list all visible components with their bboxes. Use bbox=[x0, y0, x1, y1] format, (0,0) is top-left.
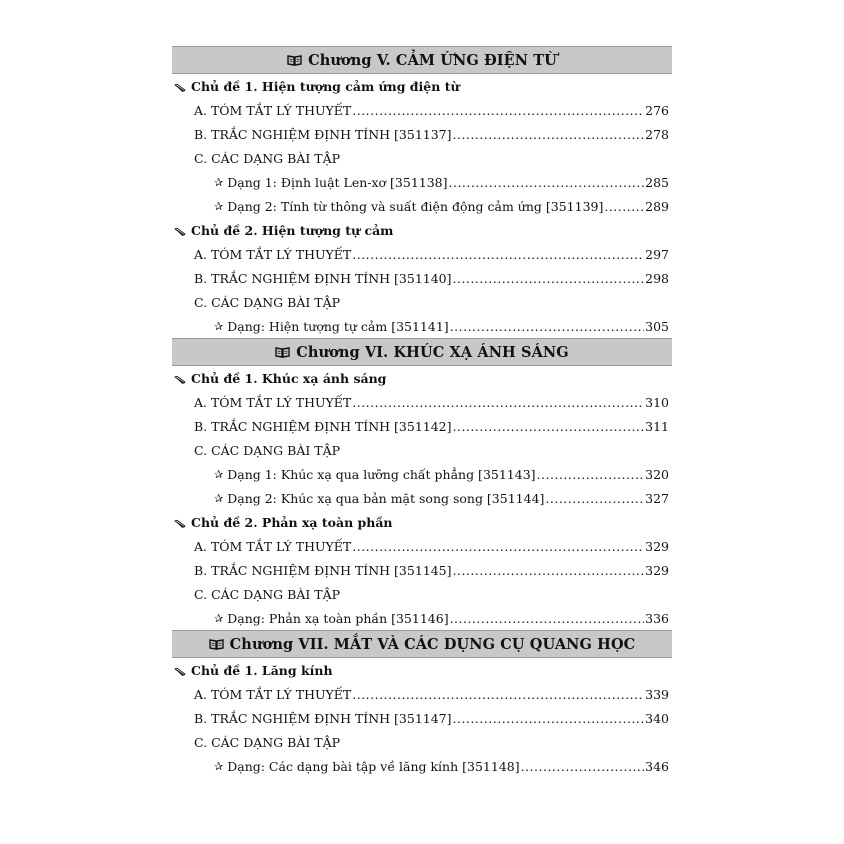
page-number: 297 bbox=[645, 246, 669, 262]
toc-entry bbox=[172, 146, 672, 170]
page-number: 327 bbox=[645, 490, 669, 506]
star-icon: ✰ bbox=[214, 319, 224, 333]
toc-entry-label: C. CÁC DẠNG BÀI TẬP bbox=[194, 586, 341, 602]
toc-entry-label: Dạng: Hiện tượng tự cảm [351141] bbox=[227, 318, 449, 334]
chapter-heading bbox=[172, 338, 672, 366]
page-number: 289 bbox=[645, 198, 669, 214]
toc-entry-label: Dạng 1: Định luật Len-xơ [351138] bbox=[227, 174, 448, 190]
toc-entry bbox=[172, 390, 672, 414]
dot-leader bbox=[604, 201, 644, 214]
pen-icon bbox=[174, 225, 186, 235]
topic-title: Chủ đề 1. Hiện tượng cảm ứng điện từ bbox=[191, 78, 460, 94]
page-number: 298 bbox=[645, 270, 669, 286]
chapter-title: Chương VII. MẮT VÀ CÁC DỤNG CỤ QUANG HỌC bbox=[229, 635, 636, 653]
toc-entry-label: C. CÁC DẠNG BÀI TẬP bbox=[194, 442, 341, 458]
topic-title: Chủ đề 1. Lăng kính bbox=[191, 662, 333, 678]
topic-title: Chủ đề 2. Hiện tượng tự cảm bbox=[191, 222, 394, 238]
dot-leader bbox=[352, 249, 644, 262]
pen-icon bbox=[174, 517, 186, 527]
pen-icon bbox=[174, 373, 186, 383]
topic-heading bbox=[172, 366, 672, 390]
toc-entry-label: A. TÓM TẮT LÝ THUYẾT bbox=[194, 686, 352, 702]
star-icon: ✰ bbox=[214, 175, 224, 189]
page-number: 340 bbox=[645, 710, 669, 726]
chapter-heading bbox=[172, 630, 672, 658]
toc-entry bbox=[172, 122, 672, 146]
toc-entry-label: B. TRẮC NGHIỆM ĐỊNH TÍNH [351142] bbox=[194, 418, 452, 434]
toc-entry bbox=[172, 534, 672, 558]
dot-leader bbox=[521, 761, 645, 774]
toc-entry bbox=[172, 98, 672, 122]
dot-leader bbox=[453, 273, 645, 286]
star-icon: ✰ bbox=[214, 611, 224, 625]
chapter-title: Chương V. CẢM ỨNG ĐIỆN TỪ bbox=[308, 51, 557, 69]
page-number: 336 bbox=[645, 610, 669, 626]
toc-entry bbox=[172, 582, 672, 606]
toc-entry bbox=[172, 314, 672, 338]
page-number: 320 bbox=[645, 466, 669, 482]
dot-leader bbox=[453, 421, 645, 434]
dot-leader bbox=[450, 613, 645, 626]
toc-entry-label: C. CÁC DẠNG BÀI TẬP bbox=[194, 734, 341, 750]
topic-heading bbox=[172, 658, 672, 682]
dot-leader bbox=[453, 129, 645, 142]
toc-entry bbox=[172, 414, 672, 438]
page-number: 339 bbox=[645, 686, 669, 702]
toc-entry-label: A. TÓM TẮT LÝ THUYẾT bbox=[194, 538, 352, 554]
chapter-title: Chương VI. KHÚC XẠ ÁNH SÁNG bbox=[296, 343, 569, 361]
page-number: 346 bbox=[645, 758, 669, 774]
topic-title: Chủ đề 1. Khúc xạ ánh sáng bbox=[191, 370, 387, 386]
toc-entry-label: Dạng 2: Khúc xạ qua bản mặt song song [351144] bbox=[227, 490, 545, 506]
toc-entry bbox=[172, 486, 672, 510]
toc-entry-label: A. TÓM TẮT LÝ THUYẾT bbox=[194, 246, 352, 262]
toc-entry-label: C. CÁC DẠNG BÀI TẬP bbox=[194, 150, 341, 166]
dot-leader bbox=[545, 493, 644, 506]
page-number: 278 bbox=[645, 126, 669, 142]
toc-entry-label: Dạng: Phản xạ toàn phần [351146] bbox=[227, 610, 449, 626]
toc-entry-label: Dạng 2: Tính từ thông và suất điện động cảm ứng [351139] bbox=[227, 198, 604, 214]
star-icon: ✰ bbox=[214, 467, 224, 481]
dot-leader bbox=[352, 689, 644, 702]
toc-entry bbox=[172, 606, 672, 630]
page-number: 310 bbox=[645, 394, 669, 410]
star-icon: ✰ bbox=[214, 491, 224, 505]
toc-entry bbox=[172, 682, 672, 706]
toc-entry-label: B. TRẮC NGHIỆM ĐỊNH TÍNH [351145] bbox=[194, 562, 452, 578]
toc-entry bbox=[172, 194, 672, 218]
topic-heading bbox=[172, 74, 672, 98]
toc-entry-label: Dạng 1: Khúc xạ qua lưỡng chất phẳng [351143] bbox=[227, 466, 536, 482]
page-number: 329 bbox=[645, 538, 669, 554]
dot-leader bbox=[450, 321, 644, 334]
toc-entry bbox=[172, 754, 672, 778]
star-icon: ✰ bbox=[214, 759, 224, 773]
dot-leader bbox=[352, 541, 644, 554]
toc-entry-label: C. CÁC DẠNG BÀI TẬP bbox=[194, 294, 341, 310]
star-icon: ✰ bbox=[214, 199, 224, 213]
dot-leader bbox=[449, 177, 645, 190]
page-number: 276 bbox=[645, 102, 669, 118]
toc-entry-label: B. TRẮC NGHIỆM ĐỊNH TÍNH [351147] bbox=[194, 710, 452, 726]
toc-entry bbox=[172, 462, 672, 486]
toc-entry-label: A. TÓM TẮT LÝ THUYẾT bbox=[194, 102, 352, 118]
book-icon bbox=[287, 54, 302, 66]
page-number: 311 bbox=[645, 418, 669, 434]
topic-title: Chủ đề 2. Phản xạ toàn phần bbox=[191, 514, 393, 530]
toc-entry bbox=[172, 290, 672, 314]
toc-entry bbox=[172, 170, 672, 194]
dot-leader bbox=[352, 105, 644, 118]
book-icon bbox=[209, 638, 224, 650]
dot-leader bbox=[453, 565, 645, 578]
topic-heading bbox=[172, 510, 672, 534]
page-number: 285 bbox=[645, 174, 669, 190]
chapter-heading bbox=[172, 46, 672, 74]
pen-icon bbox=[174, 665, 186, 675]
page-number: 329 bbox=[645, 562, 669, 578]
toc-entry bbox=[172, 558, 672, 582]
toc-entry bbox=[172, 266, 672, 290]
dot-leader bbox=[537, 469, 645, 482]
toc-entry-label: B. TRẮC NGHIỆM ĐỊNH TÍNH [351140] bbox=[194, 270, 452, 286]
table-of-contents bbox=[172, 46, 672, 778]
dot-leader bbox=[453, 713, 645, 726]
book-icon bbox=[275, 346, 290, 358]
toc-entry-label: Dạng: Các dạng bài tập về lăng kính [351148] bbox=[227, 758, 520, 774]
pen-icon bbox=[174, 81, 186, 91]
toc-entry bbox=[172, 730, 672, 754]
topic-heading bbox=[172, 218, 672, 242]
toc-entry bbox=[172, 438, 672, 462]
toc-entry bbox=[172, 706, 672, 730]
dot-leader bbox=[352, 397, 644, 410]
page-number: 305 bbox=[645, 318, 669, 334]
toc-entry-label: B. TRẮC NGHIỆM ĐỊNH TÍNH [351137] bbox=[194, 126, 452, 142]
toc-entry-label: A. TÓM TẮT LÝ THUYẾT bbox=[194, 394, 352, 410]
toc-entry bbox=[172, 242, 672, 266]
